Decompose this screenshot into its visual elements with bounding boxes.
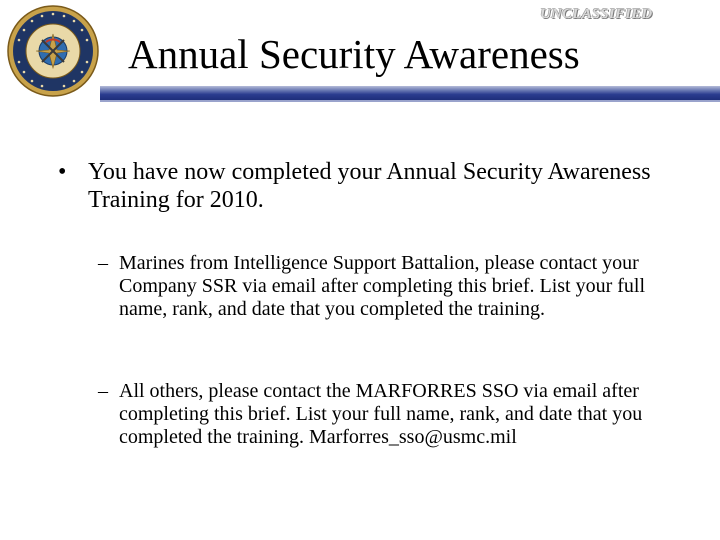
title-underline-highlight xyxy=(100,100,720,102)
sub-bullet-text: Marines from Intelligence Support Battalion, please contact your Company SSR via email after completing this brief. List your full name, rank, and date that you completed the training. xyxy=(119,252,646,320)
main-bullet-text: You have now completed your Annual Security Awareness Training for 2010. xyxy=(88,159,651,213)
bullet-marker: • xyxy=(58,159,67,185)
sub-bullet-text: All others, please contact the MARFORRES SSO via email after completing this brief. List your full name, rank, and date that you completed the training. Marforres_sso@usmc.mil xyxy=(119,380,643,448)
usmc-seal-icon xyxy=(6,4,100,98)
slide-title: Annual Security Awareness xyxy=(128,31,580,77)
classification-marking: UNCLASSIFIED xyxy=(540,6,653,22)
title-underline-bar xyxy=(100,86,720,100)
sub-bullet-marker: – xyxy=(98,252,108,274)
sub-bullet-marker: – xyxy=(98,380,108,402)
